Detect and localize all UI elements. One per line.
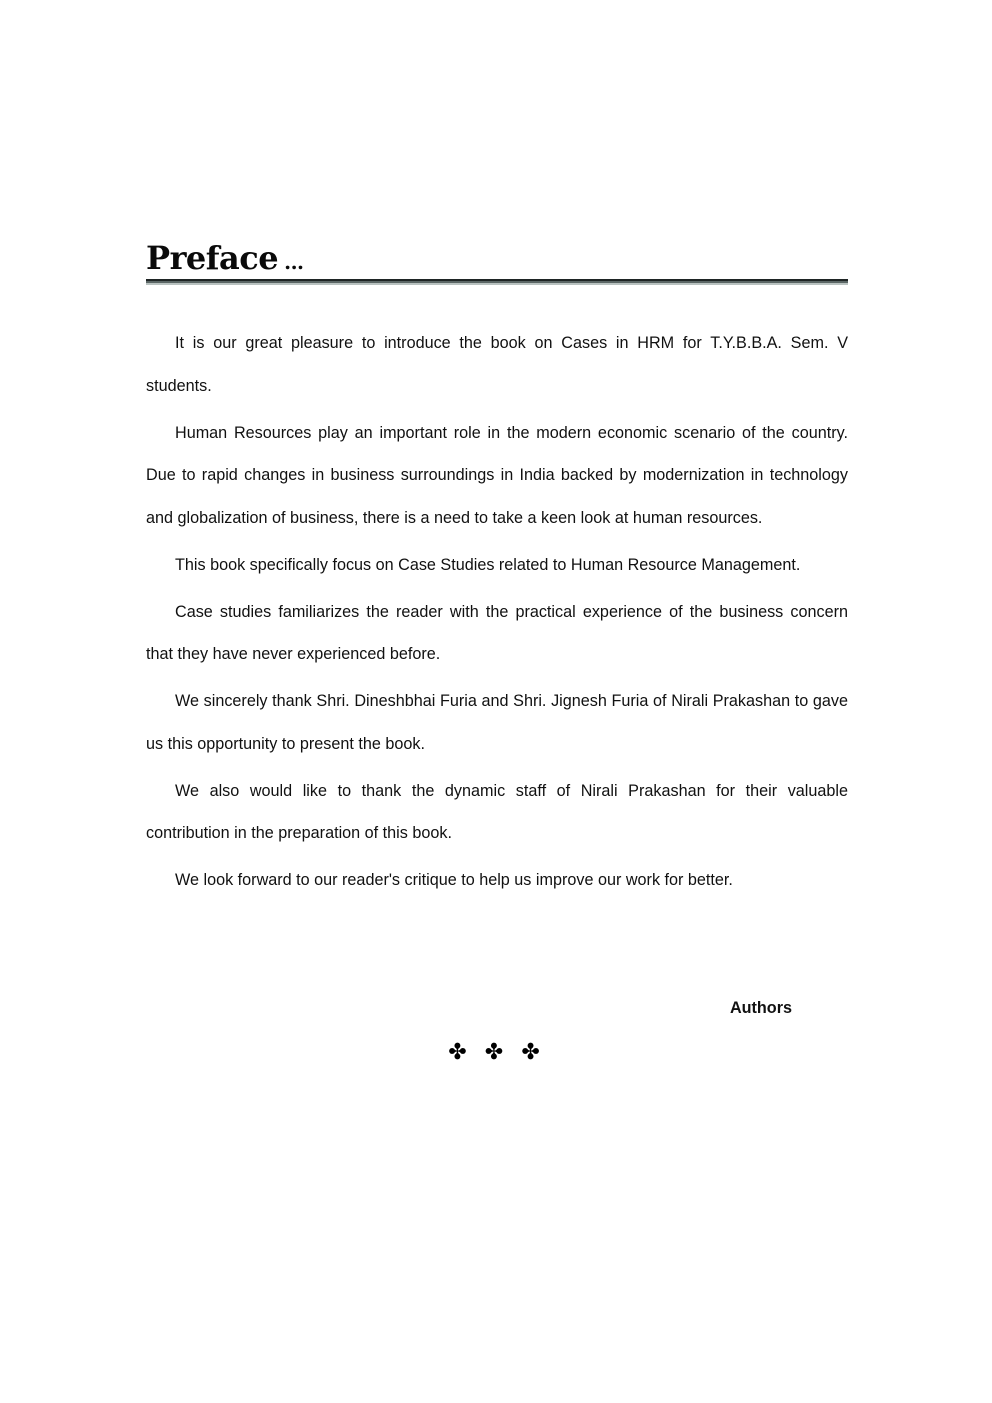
paragraph-thanks-staff: We also would like to thank the dynamic staff of Nirali Prakashan for their valuable contribution in the preparation of this book.: [146, 781, 848, 842]
paragraph-book-focus: This book specifically focus on Case Studies related to Human Resource Management.: [175, 555, 801, 574]
title-ellipsis: ...: [284, 250, 304, 274]
ornament-clover-icon: ✤ ✤ ✤: [448, 1039, 546, 1064]
title-text: Preface: [146, 239, 279, 277]
divider-light-band: [146, 283, 848, 285]
paragraph-case-studies: Case studies familiarizes the reader with the practical experience of the business concern that they have never experienced before.: [146, 602, 848, 663]
preface-body: [146, 322, 848, 906]
paragraph-critique: We look forward to our reader's critique to help us improve our work for better.: [175, 871, 733, 889]
paragraph-hr-importance: Human Resources play an important role in the modern economic scenario of the country. Due to rapid changes in business surroundings in India backed by modernization in technology and globalization of business, there is a need to take a keen look at human resources.: [146, 423, 848, 527]
title-underline-divider: [146, 279, 848, 285]
signature-authors: Authors: [729, 999, 792, 1017]
paragraph-thanks-furia: We sincerely thank Shri. Dineshbhai Furia and Shri. Jignesh Furia of Nirali Prakashan to gave us this opportunity to present the book.: [146, 692, 848, 753]
page-title: [146, 238, 304, 282]
paragraph-intro: It is our great pleasure to introduce the book on Cases in HRM for T.Y.B.B.A. Sem. V students.: [146, 334, 848, 395]
